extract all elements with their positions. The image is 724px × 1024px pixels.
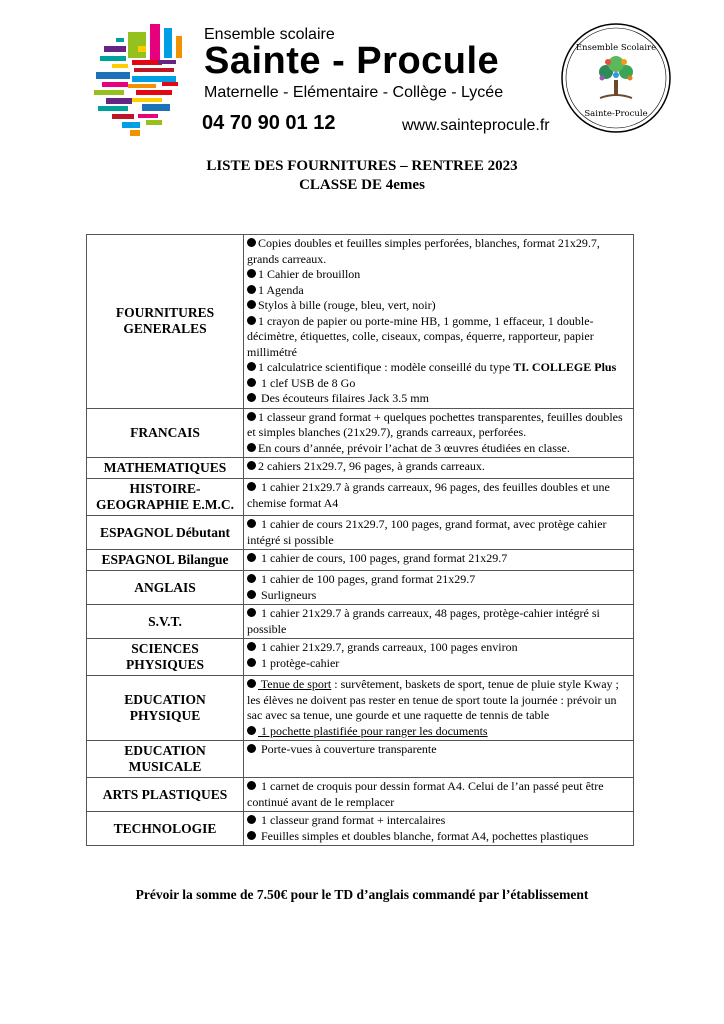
items-cell (244, 676, 634, 741)
logo-block (158, 60, 176, 64)
item-text: Stylos à bille (rouge, bleu, vert, noir) (258, 298, 436, 312)
logo-block (122, 122, 140, 128)
table-row (87, 516, 634, 550)
logo-block (96, 72, 130, 79)
logo-block (128, 84, 156, 88)
item-text: 1 calculatrice scientifique : modèle conseillé du type (258, 360, 514, 374)
logo-block (94, 90, 124, 95)
bullet-icon (247, 285, 256, 294)
table-row (87, 479, 634, 516)
logo-block (134, 68, 174, 72)
logo-block (132, 76, 176, 82)
item-text: 1 cahier de 100 pages, grand format 21x29.7 (258, 572, 476, 586)
bullet-icon (247, 679, 256, 688)
list-item (247, 742, 630, 758)
school-kind: Ensemble scolaire (204, 26, 335, 43)
table-row (87, 778, 634, 812)
logo-block (164, 28, 172, 58)
list-item (247, 441, 630, 457)
item-text: 1 cahier 21x29.7 à grands carreaux, 48 pages, protège-cahier intégré si possible (247, 606, 600, 636)
table-row (87, 812, 634, 846)
item-underlined-text: Tenue de sport (258, 677, 332, 691)
bullet-icon (247, 461, 256, 470)
logo-block (136, 90, 172, 95)
bullet-icon (247, 815, 256, 824)
school-website: www.sainteprocule.fr (402, 117, 550, 134)
list-item (247, 724, 630, 740)
list-item (247, 829, 630, 845)
items-cell (244, 235, 634, 409)
logo-block (116, 38, 124, 42)
list-item (247, 267, 630, 283)
subject-cell: ANGLAIS (87, 571, 244, 605)
items-cell (244, 516, 634, 550)
list-item (247, 677, 630, 724)
logo-block (104, 46, 126, 52)
subject-cell: S.V.T. (87, 605, 244, 639)
bullet-icon (247, 726, 256, 735)
school-name: Sainte - Procule (204, 40, 500, 82)
logo-block (138, 114, 158, 118)
list-item (247, 551, 630, 567)
item-text: 1 Cahier de brouillon (258, 267, 361, 281)
item-text: 1 cahier 21x29.7 à grands carreaux, 96 pages, des feuilles doubles et une chemise format A4 (247, 480, 610, 510)
item-text: 1 crayon de papier ou porte-mine HB, 1 gomme, 1 effaceur, 1 double-décimètre, étiquettes, colle, ciseaux, compas, équerre, rapporteur, papier millimétré (247, 313, 594, 359)
logo-block (142, 104, 170, 111)
list-item (247, 236, 630, 267)
bullet-icon (247, 781, 256, 790)
table-row (87, 741, 634, 778)
bullet-icon (247, 378, 256, 387)
list-item (247, 517, 630, 548)
bullet-icon (247, 608, 256, 617)
subject-cell: ESPAGNOL Débutant (87, 516, 244, 550)
list-item (247, 480, 630, 511)
logo-block (106, 98, 132, 104)
logo-block (98, 106, 128, 111)
list-item (247, 360, 630, 376)
bullet-icon (247, 574, 256, 583)
list-item (247, 656, 630, 672)
list-item (247, 779, 630, 810)
document-subtitle: CLASSE DE 4emes (299, 177, 425, 193)
table-row (87, 571, 634, 605)
items-cell (244, 571, 634, 605)
bullet-icon (247, 519, 256, 528)
logo-block (146, 120, 162, 125)
list-item (247, 459, 630, 475)
subject-cell: EDUCATION MUSICALE (87, 741, 244, 778)
footer-note: Prévoir la somme de 7.50€ pour le TD d’anglais commandé par l’établissement (135, 887, 589, 902)
document-title: LISTE DES FOURNITURES – RENTREE 2023 (206, 158, 518, 174)
bullet-icon (247, 316, 256, 325)
logo-block (130, 130, 140, 136)
list-item (247, 376, 630, 392)
item-text: 1 classeur grand format + intercalaires (258, 813, 446, 827)
list-item (247, 314, 630, 361)
item-text: 1 cahier de cours, 100 pages, grand format 21x29.7 (258, 551, 508, 565)
table-row (87, 639, 634, 676)
seal-bottom-text: Sainte-Procule (584, 109, 648, 119)
school-levels: Maternelle - Elémentaire - Collège - Lycée (204, 84, 504, 101)
subject-cell: HISTOIRE-GEOGRAPHIE E.M.C. (87, 479, 244, 516)
items-cell (244, 812, 634, 846)
bullet-icon (247, 412, 256, 421)
seal-top-text: Ensemble Scolaire (575, 43, 657, 53)
item-text: Porte-vues à couverture transparente (258, 742, 437, 756)
logo-block (176, 36, 182, 58)
school-logo-mosaic (92, 20, 192, 138)
item-text: 2 cahiers 21x29.7, 96 pages, à grands carreaux. (258, 459, 485, 473)
list-item (247, 391, 630, 407)
items-cell (244, 741, 634, 778)
logo-block (102, 82, 128, 87)
bullet-icon (247, 300, 256, 309)
bullet-icon (247, 553, 256, 562)
subject-cell: FRANCAIS (87, 408, 244, 458)
logo-block (112, 114, 134, 119)
items-cell (244, 550, 634, 571)
subject-cell: TECHNOLOGIE (87, 812, 244, 846)
subject-cell: MATHEMATIQUES (87, 458, 244, 479)
item-text: 1 Agenda (258, 282, 304, 297)
subject-cell: ESPAGNOL Bilangue (87, 550, 244, 571)
logo-block (128, 32, 146, 58)
items-cell (244, 605, 634, 639)
list-item (247, 572, 630, 588)
list-item (247, 640, 630, 656)
subject-cell: FOURNITURES GENERALES (87, 235, 244, 409)
item-text: 1 carnet de croquis pour dessin format A4. Celui de l’an passé peut être continué avant de le remplacer (247, 779, 604, 809)
supplies-table (86, 234, 634, 846)
bullet-icon (247, 831, 256, 840)
logo-block (132, 60, 162, 65)
table-row (87, 408, 634, 458)
school-seal (560, 22, 672, 134)
bullet-icon (247, 393, 256, 402)
item-underlined-text: 1 pochette plastifiée pour ranger les documents (258, 723, 488, 738)
item-text: Copies doubles et feuilles simples perforées, blanches, format 21x29.7, grands carreaux. (247, 236, 600, 266)
subject-cell: EDUCATION PHYSIQUE (87, 676, 244, 741)
list-item (247, 813, 630, 829)
items-cell (244, 639, 634, 676)
item-text: En cours d’année, prévoir l’achat de 3 œuvres étudiées en classe. (258, 440, 570, 455)
list-item (247, 298, 630, 314)
table-row (87, 235, 634, 409)
subject-cell: SCIENCES PHYSIQUES (87, 639, 244, 676)
table-row (87, 605, 634, 639)
logo-block (112, 64, 128, 68)
list-item (247, 606, 630, 637)
item-text: : survêtement, baskets de sport, tenue de pluie style Kway ; les élèves ne doivent pas rester en tenue de sport toute la journée : prévoir un sac avec sa tenue, une gourde et une raquette de tennis de table (247, 677, 619, 722)
bullet-icon (247, 362, 256, 371)
list-item (247, 410, 630, 441)
bullet-icon (247, 238, 256, 247)
logo-block (100, 56, 126, 61)
item-text: 1 clef USB de 8 Go (258, 375, 356, 390)
bullet-icon (247, 642, 256, 651)
item-text: Des écouteurs filaires Jack 3.5 mm (258, 391, 429, 405)
subject-cell: ARTS PLASTIQUES (87, 778, 244, 812)
item-text: 1 classeur grand format + quelques pochettes transparentes, feuilles doubles et simples blanches (21x29.7), grands carreaux, perforées. (247, 409, 623, 439)
item-text: 1 protège-cahier (258, 655, 340, 670)
table-row (87, 550, 634, 571)
item-text: Feuilles simples et doubles blanche, format A4, pochettes plastiques (258, 828, 589, 843)
item-text: 1 cahier de cours 21x29.7, 100 pages, grand format, avec protège cahier intégré si possible (247, 517, 607, 547)
item-bold-text: TI. COLLEGE Plus (513, 360, 617, 374)
logo-block (162, 82, 178, 86)
bullet-icon (247, 482, 256, 491)
items-cell (244, 408, 634, 458)
logo-block (138, 46, 146, 52)
bullet-icon (247, 590, 256, 599)
list-item (247, 283, 630, 299)
bullet-icon (247, 658, 256, 667)
item-text: 1 cahier 21x29.7, grands carreaux, 100 pages environ (258, 640, 518, 654)
items-cell (244, 458, 634, 479)
table-row (87, 458, 634, 479)
item-text: Surligneurs (258, 587, 317, 602)
table-row (87, 676, 634, 741)
bullet-icon (247, 744, 256, 753)
school-phone: 04 70 90 01 12 (202, 112, 336, 134)
list-item (247, 588, 630, 604)
logo-block (150, 24, 160, 60)
bullet-icon (247, 443, 256, 452)
bullet-icon (247, 269, 256, 278)
items-cell (244, 778, 634, 812)
logo-block (132, 98, 162, 102)
items-cell (244, 479, 634, 516)
